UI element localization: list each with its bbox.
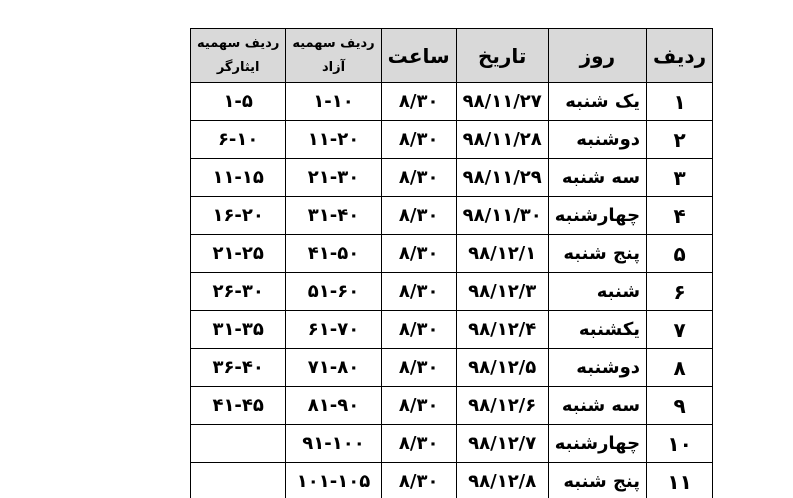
time-cell: ۸/۳۰ xyxy=(381,121,456,159)
time-cell: ۸/۳۰ xyxy=(381,273,456,311)
header-row xyxy=(191,29,713,83)
date-cell: ۹۸/۱۱/۲۹ xyxy=(456,159,548,197)
header-free-quota xyxy=(286,29,381,83)
time-cell: ۸/۳۰ xyxy=(381,235,456,273)
day-cell: سه شنبه xyxy=(548,159,646,197)
free-quota-cell: ۵۱-۶۰ xyxy=(286,273,381,311)
table-row xyxy=(191,311,713,349)
free-quota-cell: ۷۱-۸۰ xyxy=(286,349,381,387)
row-number-cell: ۸ xyxy=(647,349,713,387)
free-quota-cell: ۳۱-۴۰ xyxy=(286,197,381,235)
header-row-number: ردیف xyxy=(647,29,713,83)
date-cell: ۹۸/۱۲/۳ xyxy=(456,273,548,311)
veteran-quota-cell xyxy=(191,425,286,463)
header-time: ساعت xyxy=(381,29,456,83)
table-row xyxy=(191,121,713,159)
free-quota-cell: ۱-۱۰ xyxy=(286,83,381,121)
table-row xyxy=(191,83,713,121)
time-cell: ۸/۳۰ xyxy=(381,311,456,349)
day-cell: یکشنبه xyxy=(548,311,646,349)
row-number-cell: ۳ xyxy=(647,159,713,197)
time-cell: ۸/۳۰ xyxy=(381,197,456,235)
row-number-cell: ۱۰ xyxy=(647,425,713,463)
time-cell: ۸/۳۰ xyxy=(381,463,456,498)
veteran-quota-cell xyxy=(191,463,286,498)
header-veteran-quota xyxy=(191,29,286,83)
header-date: تاریخ xyxy=(456,29,548,83)
row-number-cell: ۱۱ xyxy=(647,463,713,498)
date-cell: ۹۸/۱۲/۴ xyxy=(456,311,548,349)
table-row xyxy=(191,349,713,387)
day-cell: پنج شنبه xyxy=(548,463,646,498)
row-number-cell: ۹ xyxy=(647,387,713,425)
free-quota-cell: ۴۱-۵۰ xyxy=(286,235,381,273)
header-free-quota-line1: ردیف سهمیه xyxy=(292,35,375,51)
free-quota-cell: ۹۱-۱۰۰ xyxy=(286,425,381,463)
header-day: روز xyxy=(548,29,646,83)
table-row xyxy=(191,387,713,425)
date-cell: ۹۸/۱۲/۷ xyxy=(456,425,548,463)
free-quota-cell: ۸۱-۹۰ xyxy=(286,387,381,425)
table-row xyxy=(191,463,713,498)
veteran-quota-cell: ۶-۱۰ xyxy=(191,121,286,159)
veteran-quota-cell: ۱۱-۱۵ xyxy=(191,159,286,197)
table-row xyxy=(191,273,713,311)
row-number-cell: ۴ xyxy=(647,197,713,235)
veteran-quota-cell: ۴۱-۴۵ xyxy=(191,387,286,425)
free-quota-cell: ۱۰۱-۱۰۵ xyxy=(286,463,381,498)
day-cell: چهارشنبه xyxy=(548,425,646,463)
row-number-cell: ۷ xyxy=(647,311,713,349)
day-cell: چهارشنبه xyxy=(548,197,646,235)
header-veteran-quota-line2: ایثارگر xyxy=(216,59,260,75)
time-cell: ۸/۳۰ xyxy=(381,83,456,121)
veteran-quota-cell: ۳۶-۴۰ xyxy=(191,349,286,387)
date-cell: ۹۸/۱۱/۳۰ xyxy=(456,197,548,235)
veteran-quota-cell: ۳۱-۳۵ xyxy=(191,311,286,349)
day-cell: یک شنبه xyxy=(548,83,646,121)
date-cell: ۹۸/۱۲/۵ xyxy=(456,349,548,387)
veteran-quota-cell: ۱۶-۲۰ xyxy=(191,197,286,235)
veteran-quota-cell: ۲۱-۲۵ xyxy=(191,235,286,273)
row-number-cell: ۱ xyxy=(647,83,713,121)
date-cell: ۹۸/۱۲/۶ xyxy=(456,387,548,425)
row-number-cell: ۶ xyxy=(647,273,713,311)
time-cell: ۸/۳۰ xyxy=(381,387,456,425)
table-row xyxy=(191,197,713,235)
day-cell: دوشنبه xyxy=(548,121,646,159)
date-cell: ۹۸/۱۲/۱ xyxy=(456,235,548,273)
day-cell: سه شنبه xyxy=(548,387,646,425)
table-row xyxy=(191,235,713,273)
time-cell: ۸/۳۰ xyxy=(381,425,456,463)
table-body xyxy=(191,83,713,498)
time-cell: ۸/۳۰ xyxy=(381,159,456,197)
date-cell: ۹۸/۱۲/۸ xyxy=(456,463,548,498)
date-cell: ۹۸/۱۱/۲۷ xyxy=(456,83,548,121)
veteran-quota-cell: ۲۶-۳۰ xyxy=(191,273,286,311)
date-cell: ۹۸/۱۱/۲۸ xyxy=(456,121,548,159)
day-cell: پنج شنبه xyxy=(548,235,646,273)
header-veteran-quota-line1: ردیف سهمیه xyxy=(197,35,280,51)
free-quota-cell: ۲۱-۳۰ xyxy=(286,159,381,197)
free-quota-cell: ۶۱-۷۰ xyxy=(286,311,381,349)
header-free-quota-line2: آزاد xyxy=(321,59,346,75)
schedule-table xyxy=(190,28,713,498)
row-number-cell: ۲ xyxy=(647,121,713,159)
table-row xyxy=(191,425,713,463)
free-quota-cell: ۱۱-۲۰ xyxy=(286,121,381,159)
day-cell: دوشنبه xyxy=(548,349,646,387)
day-cell: شنبه xyxy=(548,273,646,311)
row-number-cell: ۵ xyxy=(647,235,713,273)
time-cell: ۸/۳۰ xyxy=(381,349,456,387)
veteran-quota-cell: ۱-۵ xyxy=(191,83,286,121)
table-row xyxy=(191,159,713,197)
